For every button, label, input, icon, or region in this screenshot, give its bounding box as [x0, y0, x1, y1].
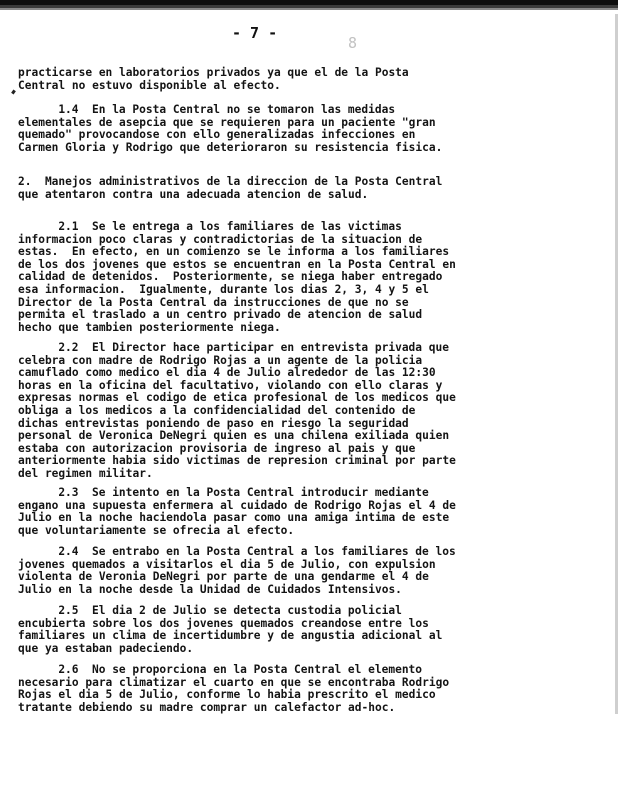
text-line: practicarse en laboratorios privados ya que el de la Posta: [18, 66, 409, 79]
text-line: Julio en la noche desde la Unidad de Cuidados Intensivos.: [18, 582, 402, 596]
text-line: de los dos jovenes que estos se encuentran en la Posta Central en: [18, 257, 456, 271]
text-line: calidad de detenidos. Posteriormente, se niega haber entregado: [18, 270, 443, 284]
scan-top-edge: [0, 0, 618, 14]
text-line: violenta de Veronia DeNegri por parte de una gendarme el 4 de: [18, 570, 429, 584]
text-line: permita el traslado a un centro privado de atencion de salud: [18, 308, 423, 322]
text-line: encubierta sobre los dos jovenes quemados creandose entre los: [18, 616, 429, 630]
text-line: Rojas el dia 5 de Julio, conforme lo habia prescrito el medico: [18, 688, 436, 702]
text-line: hecho que tambien posteriormente niega.: [18, 320, 281, 334]
text-line: 2.1 Se le entrega a los familiares de las victimas: [58, 220, 402, 233]
text-line: quemado" provocandose con ello generalizadas infecciones en: [18, 128, 416, 142]
text-line: anteriormente habia sido victimas de represion criminal por parte: [18, 454, 456, 468]
text-line: dichas entrevistas poniendo de paso en riesgo la seguridad: [18, 416, 409, 430]
text-line: 2.5 El dia 2 de Julio se detecta custodia policial: [58, 604, 402, 617]
text-line: 2.3 Se intento en la Posta Central introducir mediante: [58, 486, 429, 499]
page-number: - 7 -: [232, 24, 278, 42]
text-line: 2. Manejos administrativos de la direccion de la Posta Central: [18, 175, 443, 188]
text-line: esa informacion. Igualmente, durante los dias 2, 3, 4 y 5 el: [18, 283, 429, 296]
text-line: engano una supuesta enfermera al cuidado de Rodrigo Rojas el 4 de: [18, 498, 456, 512]
text-line: jovenes quemados a visitarlos el dia 5 de Julio, con expulsion: [18, 557, 436, 571]
text-line: Julio en la noche haciendola pasar como una amiga intima de este: [18, 511, 450, 525]
text-line: celebra con madre de Rodrigo Rojas a un agente de la policia: [18, 353, 423, 367]
text-line: que ya estaban padeciendo.: [18, 641, 194, 655]
text-line: estas. En efecto, en un comienzo se le informa a los familiares: [18, 245, 450, 259]
text-line: familiares un clima de incertidumbre y de angustia adicional al: [18, 629, 443, 643]
text-line: personal de Veronica DeNegri quien es una chilena exiliada quien: [18, 429, 450, 443]
text-line: informacion poco claras y contradictorias de la situacion de: [18, 232, 423, 246]
text-line: camuflado como medico el dia 4 de Julio alrededor de las 12:30: [18, 366, 436, 380]
text-line: que atentaron contra una adecuada atencion de salud.: [18, 187, 369, 201]
text-line: 2.6 No se proporciona en la Posta Central el elemento: [58, 663, 423, 676]
bleed-through-page-number: 8: [348, 34, 358, 52]
stray-mark: [11, 90, 16, 95]
text-line: elementales de asepcia que se requieren para un paciente "gran: [18, 115, 436, 129]
text-line: 2.2 El Director hace participar en entrevista privada que: [58, 341, 449, 354]
text-line: expresas normas el codigo de etica profesional de los medicos que: [18, 391, 456, 405]
text-line: 1.4 En la Posta Central no se tomaron las medidas: [58, 103, 396, 116]
text-line: Carmen Gloria y Rodrigo que deterioraron su resistencia fisica.: [18, 140, 443, 154]
text-line: obliga a los medicos a la confidencialidad del contenido de: [18, 404, 416, 417]
text-line: tratante debiendo su madre comprar un calefactor ad-hoc.: [18, 700, 396, 714]
text-line: Central no estuvo disponible al efecto.: [18, 78, 281, 92]
text-line: necesario para climatizar el cuarto en que se encontraba Rodrigo: [18, 675, 450, 689]
text-line: del regimen militar.: [18, 467, 153, 480]
text-line: horas en la oficina del facultativo, violando con ello claras y: [18, 378, 443, 392]
text-line: 2.4 Se entrabo en la Posta Central a los familiares de los: [58, 545, 456, 558]
text-line: estaba con autorizacion provisoria de ingreso al pais y que: [18, 441, 416, 455]
text-line: que voluntariamente se ofrecia al efecto.: [18, 523, 295, 537]
text-line: Director de la Posta Central da instrucciones de que no se: [18, 295, 409, 309]
